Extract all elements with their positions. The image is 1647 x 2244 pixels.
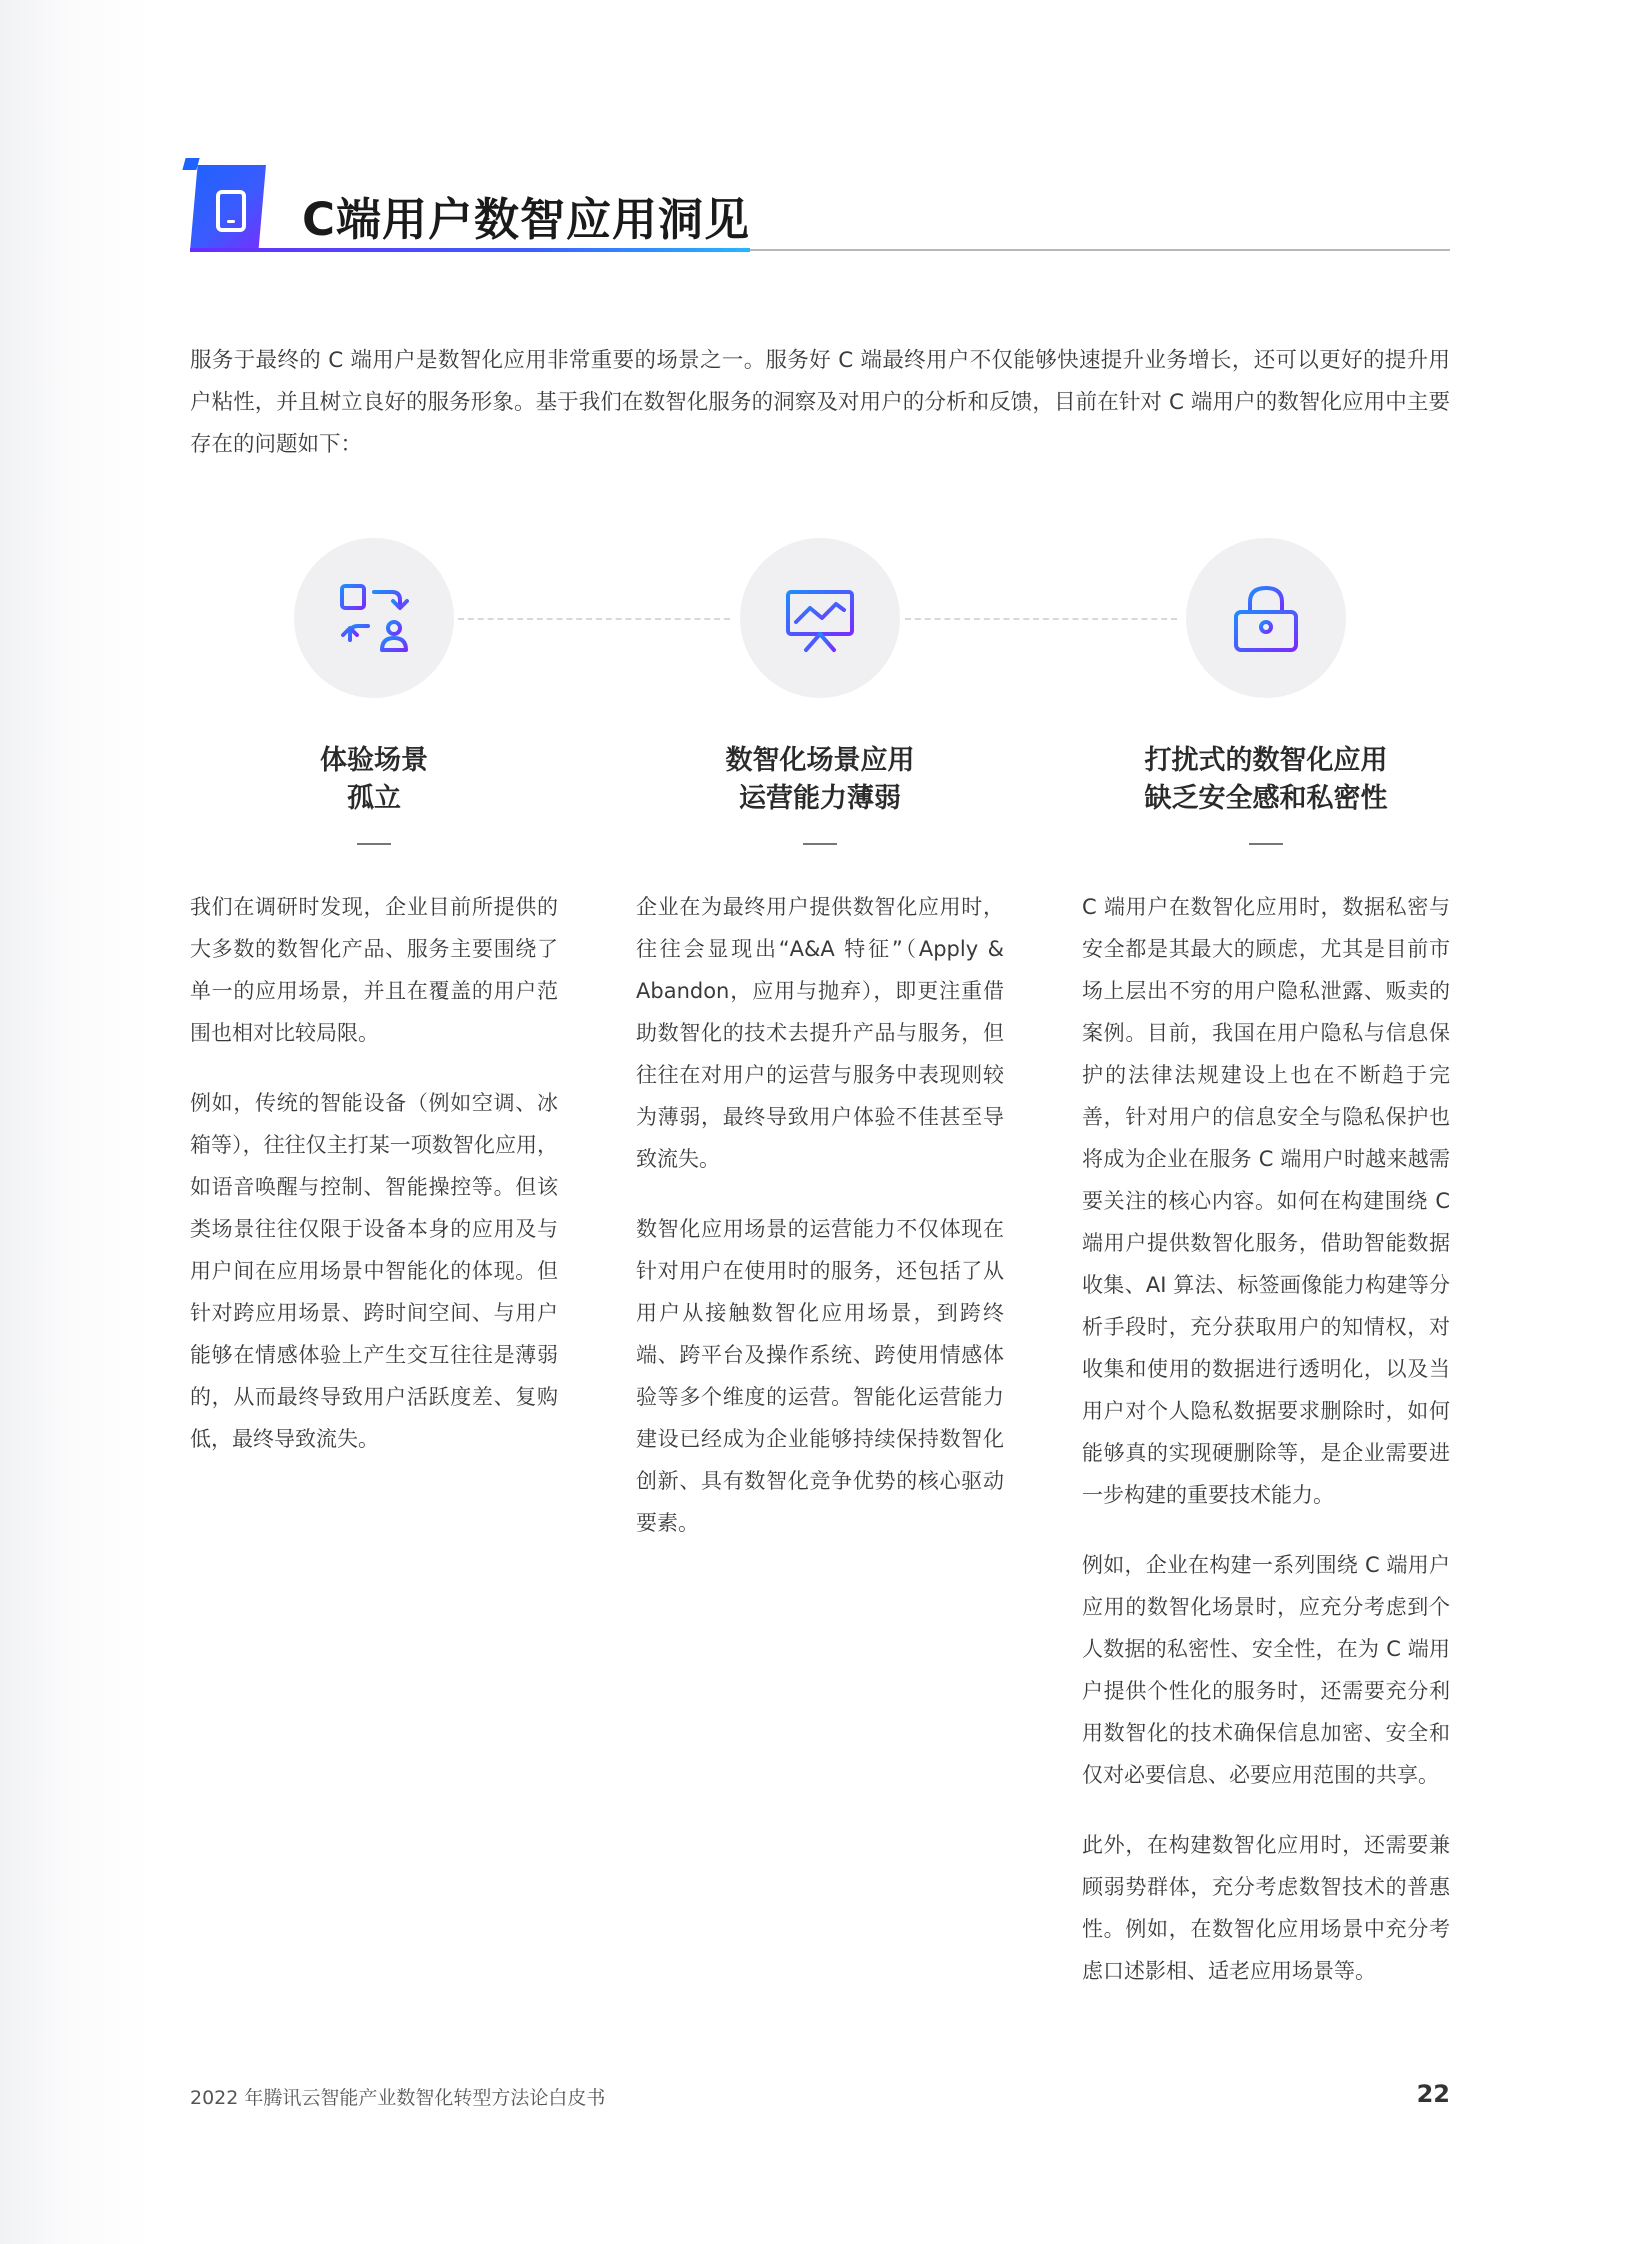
column-title-2	[636, 742, 1004, 818]
column-title-line: 体验场景	[320, 745, 428, 776]
column-title-line: 运营能力薄弱	[739, 783, 901, 814]
icon-circle-3	[1186, 538, 1346, 698]
body-paragraph: 数智化应用场景的运营能力不仅体现在针对用户在使用时的服务，还包括了从用户从接触数智化应用场景，到跨终端、跨平台及操作系统、跨使用情感体验等多个维度的运营。智能化运营能力建设已经成为企业能够持续保持数智化创新、具有数智化竞争优势的核心驱动要素。	[636, 1217, 1004, 1535]
page-title: C端用户数智应用洞见	[302, 193, 751, 246]
column-title-line: 打扰式的数智化应用	[1144, 745, 1388, 776]
connector-line	[458, 618, 730, 620]
phone-icon	[216, 190, 246, 232]
page-number: 22	[1416, 2080, 1450, 2108]
header-rule-accent	[190, 248, 750, 252]
icon-circle-1	[294, 538, 454, 698]
icon-circle-2	[740, 538, 900, 698]
body-paragraph: 此外，在构建数智化应用时，还需要兼顾弱势群体，充分考虑数智技术的普惠性。例如，在数智化应用场景中充分考虑口述影相、适老应用场景等。	[1082, 1833, 1450, 1983]
body-paragraph: 例如，企业在构建一系列围绕 C 端用户应用的数智化场景时，应充分考虑到个人数据的私密性、安全性，在为 C 端用户提供个性化的服务时，还需要充分利用数智化的技术确保信息加密、安全和仅对必要信息、必要应用范围的共享。	[1082, 1553, 1450, 1787]
column-divider	[803, 843, 837, 845]
column-title-line: 缺乏安全感和私密性	[1144, 783, 1388, 814]
column-title-3	[1082, 742, 1450, 818]
column-title-line: 孤立	[347, 783, 401, 814]
intro-paragraph: 服务于最终的 C 端用户是数智化应用非常重要的场景之一。服务好 C 端最终用户不仅能够快速提升业务增长，还可以更好的提升用户粘性，并且树立良好的服务形象。基于我们在数智化服务的洞察及对用户的分析和反馈，目前在针对 C 端用户的数智化应用中主要存在的问题如下：	[190, 348, 1450, 457]
column-title-1	[190, 742, 558, 818]
column-body-2	[636, 886, 1004, 1572]
column-body-1	[190, 886, 558, 1488]
footer-publication: 2022 年腾讯云智能产业数智化转型方法论白皮书	[190, 2087, 606, 2109]
column-divider	[357, 843, 391, 845]
column-body-3	[1082, 886, 1450, 2020]
connector-line	[905, 618, 1177, 620]
user-switch-icon	[334, 578, 414, 658]
column-divider	[1249, 843, 1283, 845]
body-paragraph: 我们在调研时发现，企业目前所提供的大多数的数智化产品、服务主要围绕了单一的应用场景，并且在覆盖的用户范围也相对比较局限。	[190, 895, 558, 1045]
lock-icon	[1226, 578, 1306, 658]
column-title-line: 数智化场景应用	[725, 745, 915, 776]
body-paragraph: 企业在为最终用户提供数智化应用时，往往会显现出“A&A 特征”（Apply & Abandon，应用与抛弃），即更注重借助数智化的技术去提升产品与服务，但往往在对用户的运营与服务中表现则较为薄弱，最终导致用户体验不佳甚至导致流失。	[636, 895, 1004, 1171]
presentation-chart-icon	[780, 578, 860, 658]
body-paragraph: 例如，传统的智能设备（例如空调、冰箱等），往往仅主打某一项数智化应用，如语音唤醒与控制、智能操控等。但该类场景往往仅限于设备本身的应用及与用户间在应用场景中智能化的体现。但针对跨应用场景、跨时间空间、与用户能够在情感体验上产生交互往往是薄弱的，从而最终导致用户活跃度差、复购低，最终导致流失。	[190, 1091, 558, 1451]
body-paragraph: C 端用户在数智化应用时，数据私密与安全都是其最大的顾虑，尤其是目前市场上层出不穷的用户隐私泄露、贩卖的案例。目前，我国在用户隐私与信息保护的法律法规建设上也在不断趋于完善，针对用户的信息安全与隐私保护也将成为企业在服务 C 端用户时越来越需要关注的核心内容。如何在构建围绕 C 端用户提供数智化服务，借助智能数据收集、AI 算法、标签画像能力构建等分析手段时，充分获取用户的知情权，对收集和使用的数据进行透明化，以及当用户对个人隐私数据要求删除时，如何能够真的实现硬删除等，是企业需要进一步构建的重要技术能力。	[1082, 895, 1450, 1507]
